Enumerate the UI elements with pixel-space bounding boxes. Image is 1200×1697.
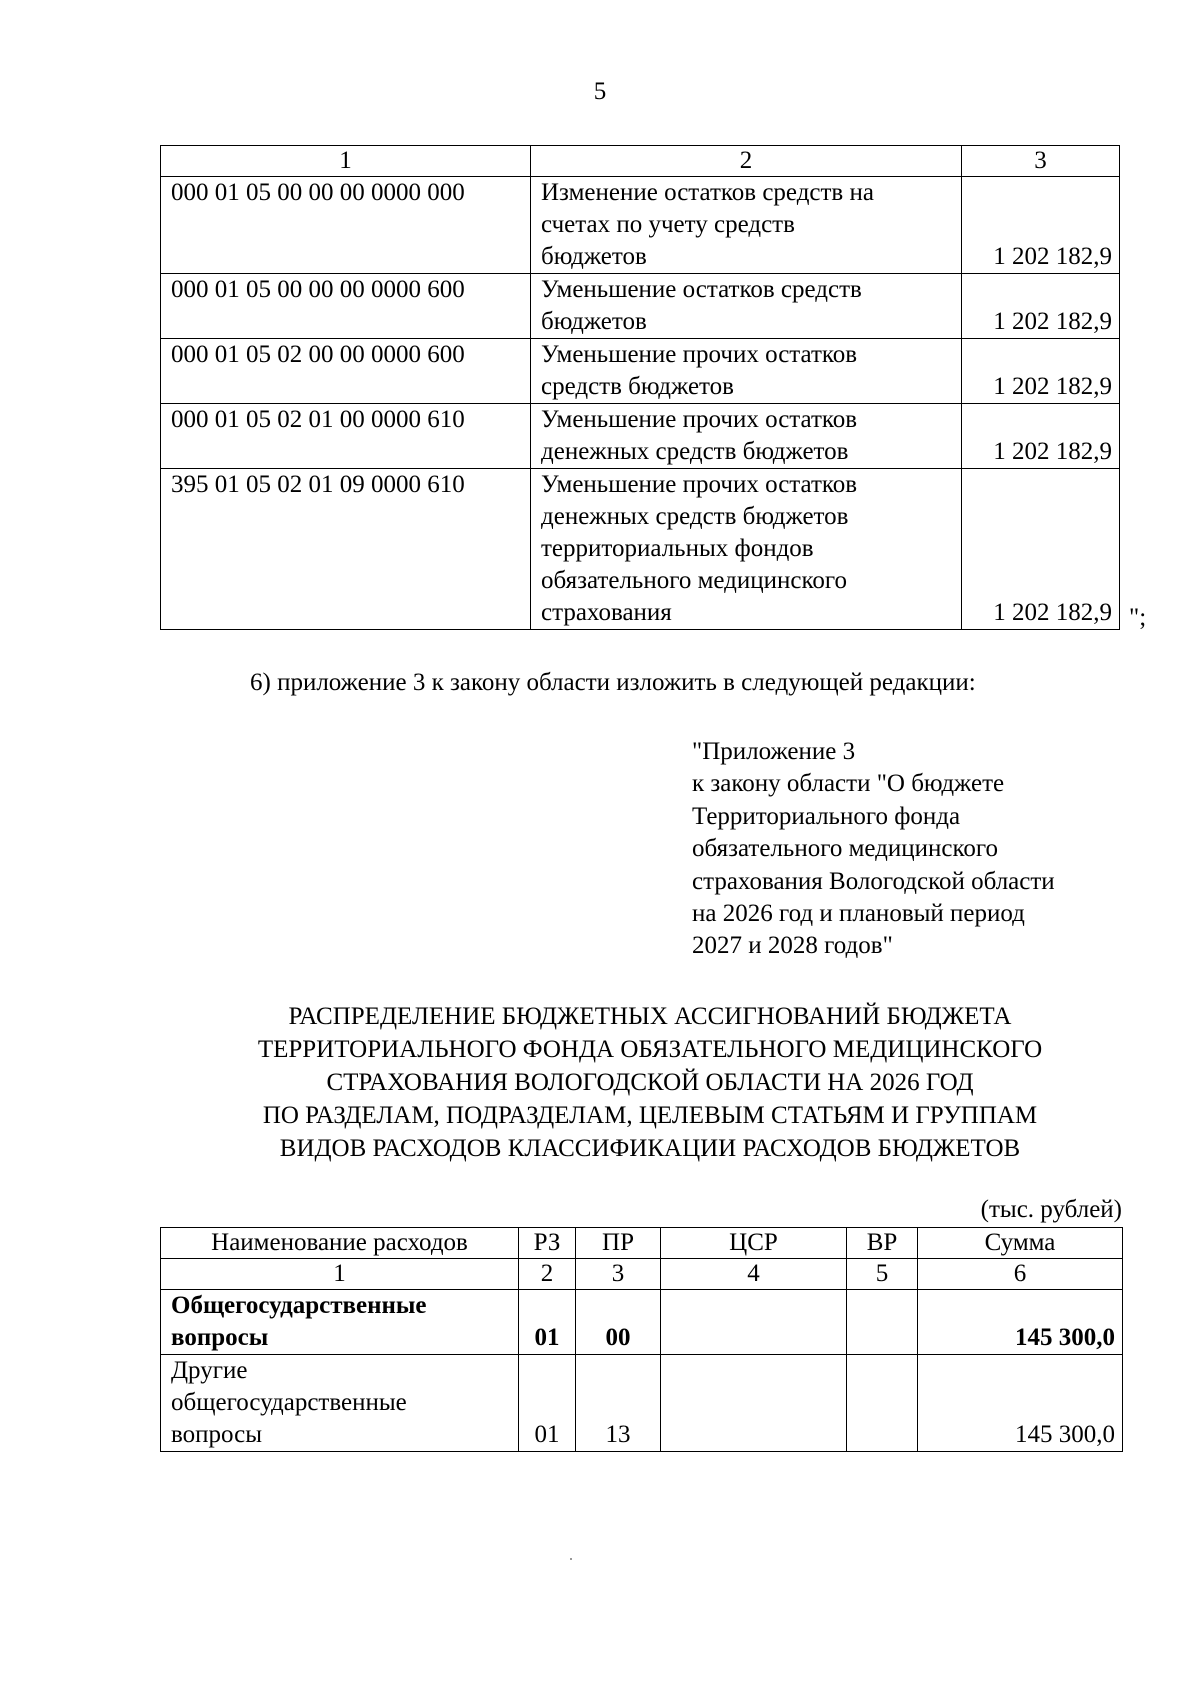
name-line: вопросы [171,1324,269,1351]
budget-code: 000 01 05 00 00 00 0000 000 [161,177,531,274]
appendix-line: обязательного медицинского [692,835,999,863]
table-header-row [161,1228,1123,1259]
budget-code: 000 01 05 00 00 00 0000 600 [161,274,531,339]
table-row [161,177,1120,274]
row-sum: 1 202 182,9 [962,404,1120,469]
appendix-line: на 2026 год и плановый период [692,900,1025,928]
expense-name [161,1355,519,1452]
vr-code [847,1290,918,1355]
amount: 145 300,0 [918,1290,1123,1355]
description-line: средств бюджетов [541,373,734,400]
csr-code [661,1355,847,1452]
column-number: 4 [661,1259,847,1290]
row-sum: 1 202 182,9 [962,339,1120,404]
row-description [531,404,962,469]
column-number: 6 [918,1259,1123,1290]
title-line: ТЕРРИТОРИАЛЬНОГО ФОНДА ОБЯЗАТЕЛЬНОГО МЕДИЦИНСКОГО [257,1036,1043,1063]
appendix-line: 2027 и 2028 годов" [692,932,893,960]
appendix-heading [692,736,1162,963]
table-row [161,339,1120,404]
header-rz: РЗ [519,1228,576,1259]
row-sum: 1 202 182,9 [962,177,1120,274]
csr-code [661,1290,847,1355]
description-line: денежных средств бюджетов [541,503,849,530]
page-number: 5 [593,78,607,105]
closing-quote: "; [1129,604,1147,631]
column-number-header: 3 [962,146,1120,177]
row-description [531,274,962,339]
title-line: РАСПРЕДЕЛЕНИЕ БЮДЖЕТНЫХ АССИГНОВАНИЙ БЮДЖЕТА [288,1003,1012,1030]
unit-label: (тыс. рублей) [980,1196,1122,1223]
description-line: Изменение остатков средств на [541,179,874,206]
rz-code: 01 [519,1355,576,1452]
name-line: вопросы [171,1421,263,1448]
table-row [161,1290,1123,1355]
row-sum: 1 202 182,9 [962,469,1120,630]
sources-table [160,145,1120,630]
column-number: 5 [847,1259,918,1290]
column-numbers-row [161,1259,1123,1290]
description-line: бюджетов [541,308,647,335]
header-sum: Сумма [918,1228,1123,1259]
amount: 145 300,0 [918,1355,1123,1452]
pr-code: 13 [576,1355,661,1452]
description-line: Уменьшение прочих остатков [541,471,858,498]
budget-code: 000 01 05 02 01 00 0000 610 [161,404,531,469]
header-csr: ЦСР [661,1228,847,1259]
description-line: счетах по учету средств [541,211,795,238]
column-number: 1 [161,1259,519,1290]
row-description [531,177,962,274]
column-number: 3 [576,1259,661,1290]
title-line: ПО РАЗДЕЛАМ, ПОДРАЗДЕЛАМ, ЦЕЛЕВЫМ СТАТЬЯМ И ГРУППАМ [262,1102,1038,1129]
table-row [161,469,1120,630]
vr-code [847,1355,918,1452]
row-description [531,469,962,630]
name-line: Другие [171,1357,248,1384]
budget-code: 395 01 05 02 01 09 0000 610 [161,469,531,630]
header-pr: ПР [576,1228,661,1259]
header-vr: ВР [847,1228,918,1259]
budget-code: 000 01 05 02 00 00 0000 600 [161,339,531,404]
column-number-header: 1 [161,146,531,177]
amendment-item: 6) приложение 3 к закону области изложить в следующей редакции: [250,669,976,696]
description-line: Уменьшение остатков средств [541,276,862,303]
rz-code: 01 [519,1290,576,1355]
title-line: ВИДОВ РАСХОДОВ КЛАССИФИКАЦИИ РАСХОДОВ БЮДЖЕТОВ [279,1135,1021,1162]
pr-code: 00 [576,1290,661,1355]
appendix-line: "Приложение 3 [692,738,856,765]
document-title [150,1000,1150,1165]
column-number-header: 2 [531,146,962,177]
title-line: СТРАХОВАНИЯ ВОЛОГОДСКОЙ ОБЛАСТИ НА 2026 ГОД [326,1069,974,1096]
description-line: Уменьшение прочих остатков [541,341,858,368]
header-name: Наименование расходов [161,1228,519,1259]
allocation-table [160,1227,1123,1452]
appendix-line: страхования Вологодской области [692,867,1055,895]
table-row [161,404,1120,469]
description-line: страхования [541,599,672,626]
description-line: обязательного медицинского [541,567,848,594]
table-header-row [161,146,1120,177]
table-row [161,274,1120,339]
description-line: территориальных фондов [541,535,814,562]
row-description [531,339,962,404]
table-row [161,1355,1123,1452]
description-line: Уменьшение прочих остатков [541,406,858,433]
appendix-line: Территориального фонда [692,802,961,830]
expense-name [161,1290,519,1355]
description-line: бюджетов [541,243,647,270]
column-number: 2 [519,1259,576,1290]
appendix-line: к закону области "О бюджете [692,770,1005,798]
name-line: общегосударственные [171,1389,407,1416]
scan-speck [570,1558,572,1560]
description-line: денежных средств бюджетов [541,438,849,465]
row-sum: 1 202 182,9 [962,274,1120,339]
name-line: Общегосударственные [171,1292,427,1319]
